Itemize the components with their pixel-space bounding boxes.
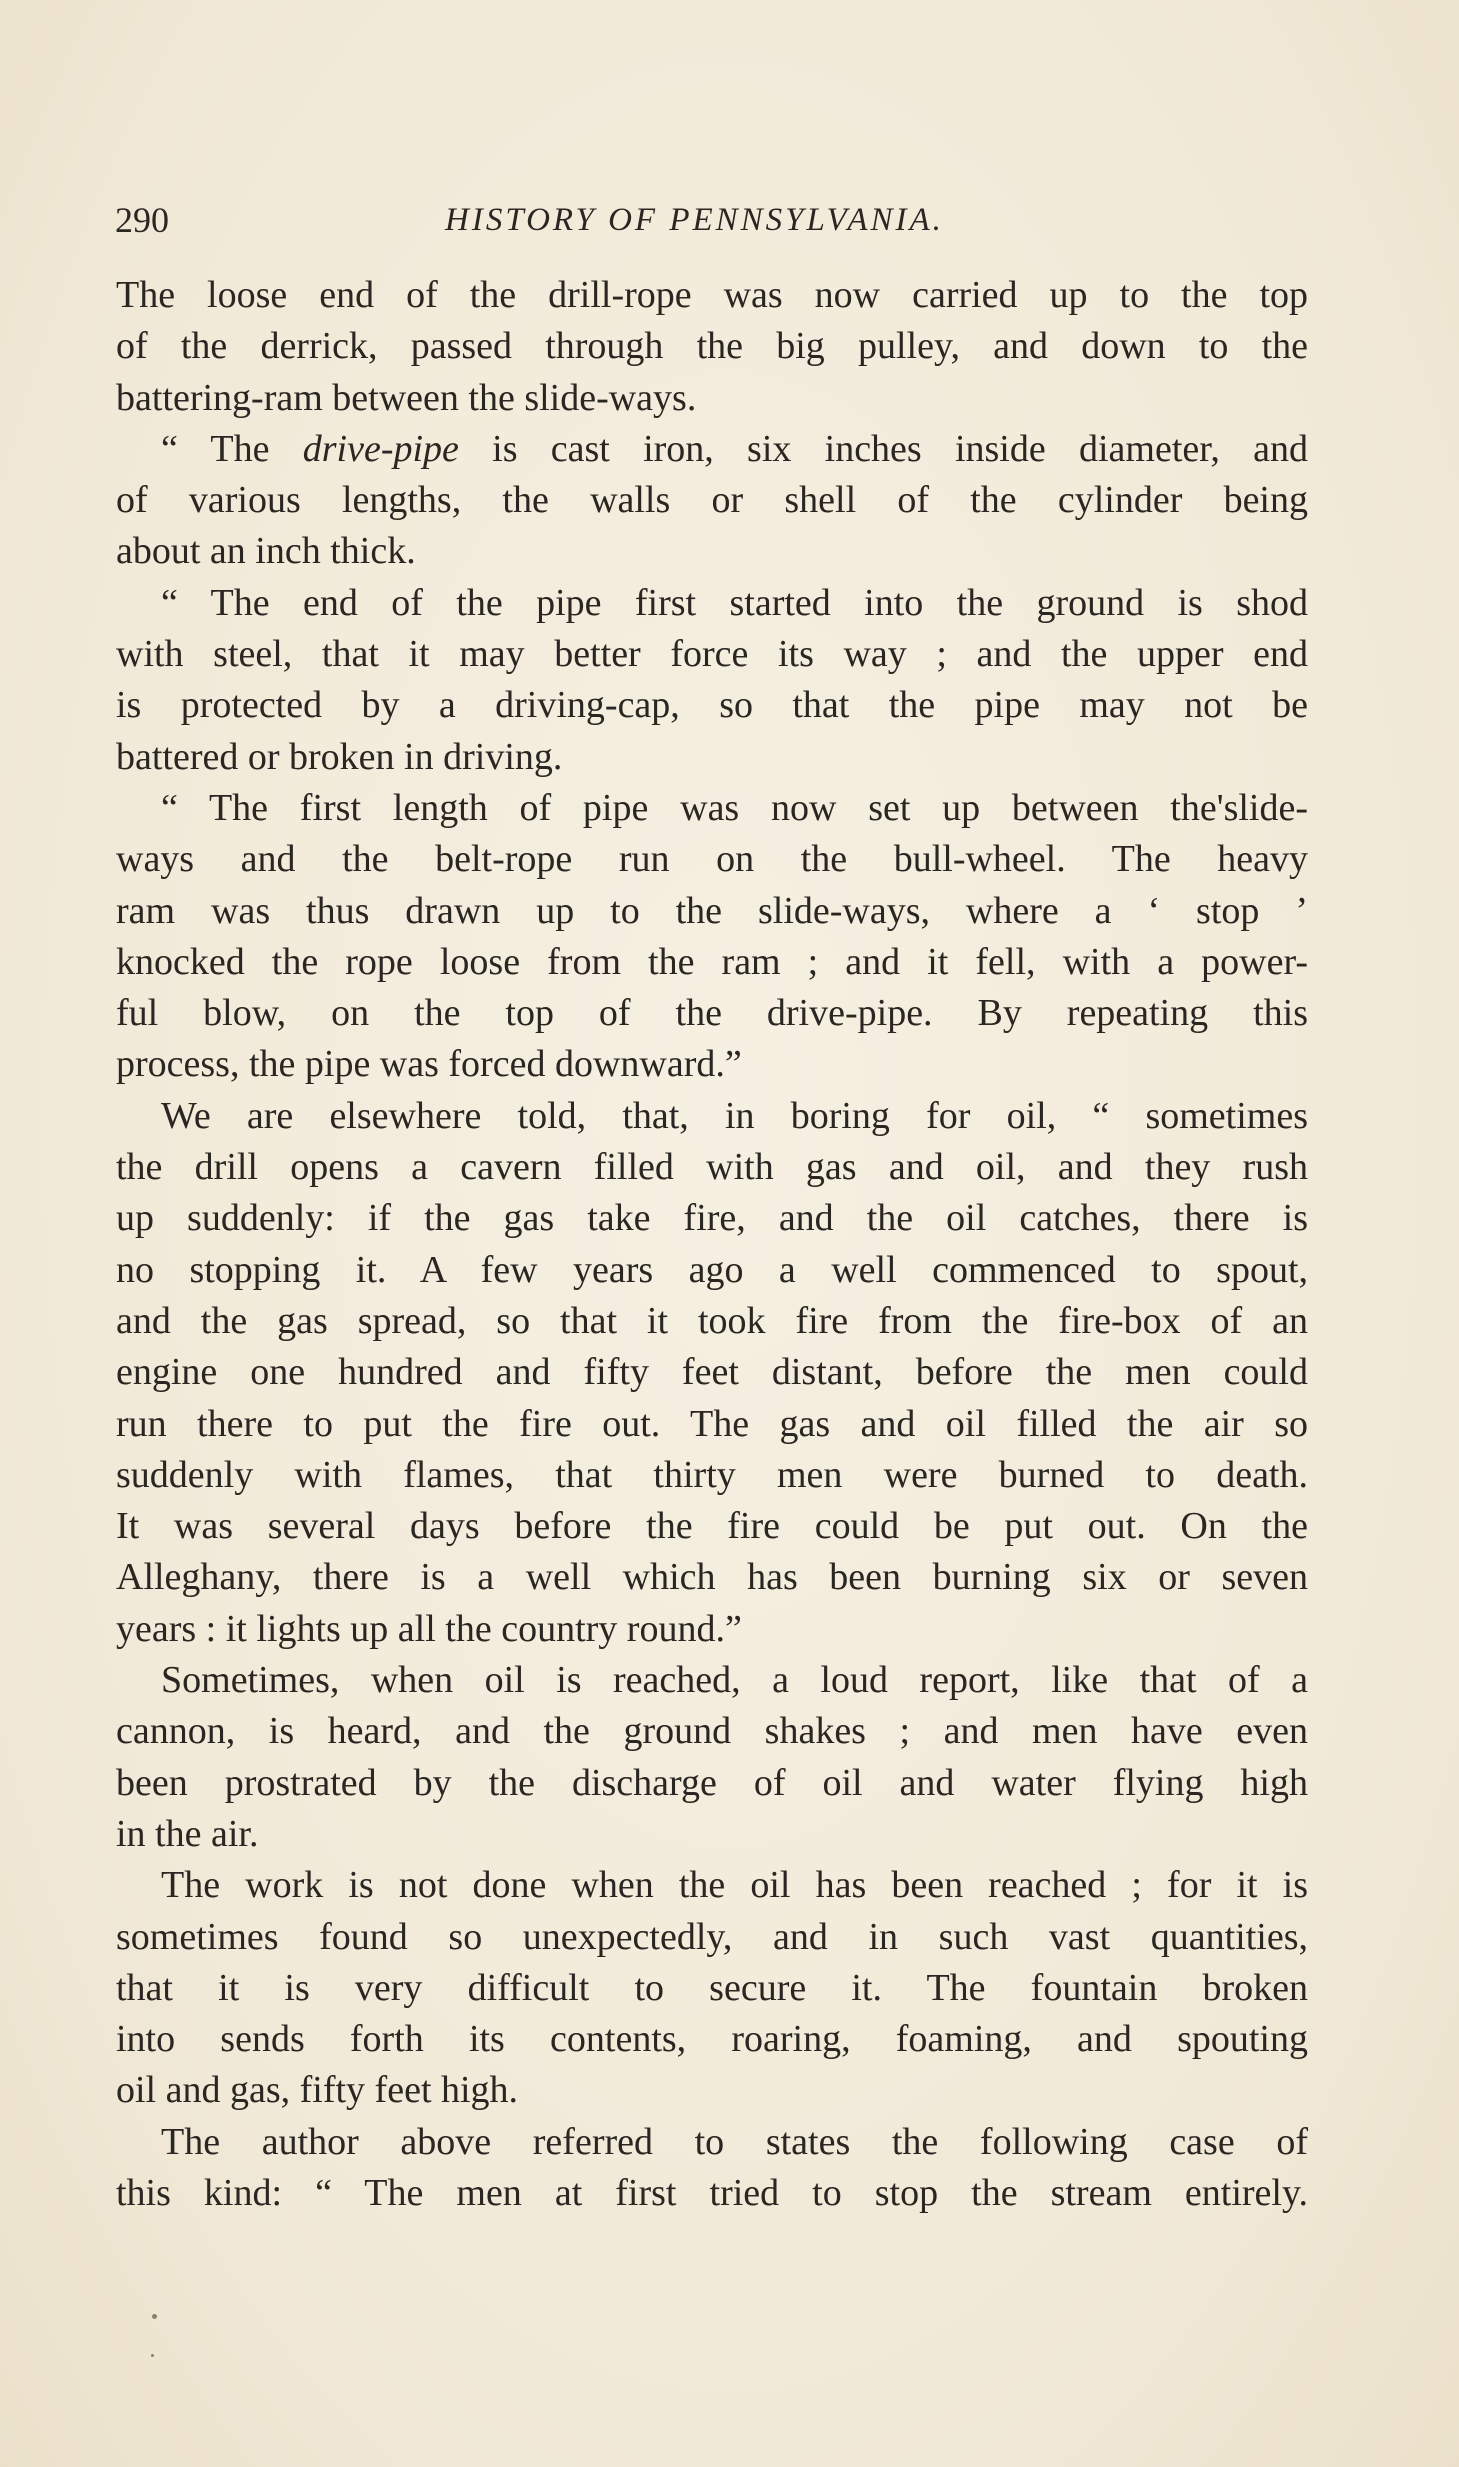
- text-line: suddenly with flames, that thirty men were burned to death.: [116, 1453, 1308, 1496]
- text-line: Alleghany, there is a well which has been burning six or seven: [116, 1556, 1308, 1599]
- text-line: oil and gas, fifty feet high.: [116, 2069, 519, 2112]
- text-line: is protected by a driving-cap, so that the pipe may not be: [116, 684, 1308, 727]
- text-line: in the air.: [116, 1812, 259, 1855]
- text-line: with steel, that it may better force its way ; and the upper end: [116, 633, 1308, 676]
- text-line: Sometimes, when oil is reached, a loud report, like that of a: [161, 1659, 1308, 1702]
- text-line: It was several days before the fire could be put out. On the: [116, 1505, 1308, 1548]
- text-line: no stopping it. A few years ago a well commenced to spout,: [116, 1248, 1308, 1291]
- text-line: ways and the belt-rope run on the bull-wheel. The heavy: [116, 838, 1308, 881]
- text-line: ful blow, on the top of the drive-pipe. By repeating this: [116, 992, 1308, 1035]
- page-number: 290: [115, 200, 169, 240]
- text-line: up suddenly: if the gas take fire, and the oil catches, there is: [116, 1197, 1308, 1240]
- text-line: ram was thus drawn up to the slide-ways, where a ‘ stop ’: [116, 889, 1308, 932]
- text-line: that it is very difficult to secure it. The fountain broken: [116, 1966, 1308, 2009]
- text-line: been prostrated by the discharge of oil and water flying high: [116, 1761, 1308, 1804]
- body-text: [116, 270, 1308, 2219]
- text-line: We are elsewhere told, that, in boring for oil, “ sometimes: [161, 1094, 1308, 1137]
- text-line: engine one hundred and fifty feet distant, before the men could: [116, 1351, 1308, 1394]
- text-line: cannon, is heard, and the ground shakes ; and men have even: [116, 1710, 1308, 1753]
- text-line: run there to put the fire out. The gas and oil filled the air so: [116, 1402, 1308, 1445]
- text-line: [116, 424, 1308, 475]
- text-line: this kind: “ The men at first tried to stop the stream entirely.: [116, 2171, 1308, 2214]
- text-line: “ The first length of pipe was now set up between the'slide-: [161, 786, 1308, 829]
- text-line: battering-ram between the slide-ways.: [116, 376, 697, 419]
- text-line: of various lengths, the walls or shell of the cylinder being: [116, 479, 1308, 522]
- text-line: The loose end of the drill-rope was now carried up to the top: [116, 274, 1308, 316]
- text-line: process, the pipe was forced downward.”: [116, 1043, 742, 1086]
- text-line: battered or broken in driving.: [116, 735, 563, 778]
- running-title: HISTORY OF PENNSYLVANIA.: [445, 202, 944, 238]
- text-line: knocked the rope loose from the ram ; and it fell, with a power-: [116, 940, 1308, 983]
- text-line: “ The end of the pipe first started into the ground is shod: [161, 581, 1308, 624]
- running-head: [115, 196, 1330, 244]
- paper-speck: [151, 2354, 154, 2357]
- text-line: sometimes found so unexpectedly, and in such vast quantities,: [116, 1915, 1308, 1958]
- text-line: and the gas spread, so that it took fire from the fire-box of an: [116, 1299, 1308, 1342]
- text-line: about an inch thick.: [116, 530, 416, 573]
- italic-term: drive-pipe: [302, 427, 459, 470]
- text-line: The author above referred to states the following case of: [161, 2120, 1308, 2163]
- text-run: is cast iron, six inches inside diameter, and: [458, 427, 1308, 470]
- text-line: of the derrick, passed through the big pulley, and down to the: [116, 325, 1308, 368]
- text-line: the drill opens a cavern filled with gas and oil, and they rush: [116, 1146, 1308, 1189]
- text-line: into sends forth its contents, roaring, foaming, and spouting: [116, 2018, 1308, 2061]
- paper-speck: [152, 2314, 157, 2319]
- text-line: The work is not done when the oil has been reached ; for it is: [161, 1864, 1308, 1907]
- text-line: years : it lights up all the country round.”: [116, 1607, 742, 1650]
- text-run: “ The: [161, 427, 303, 470]
